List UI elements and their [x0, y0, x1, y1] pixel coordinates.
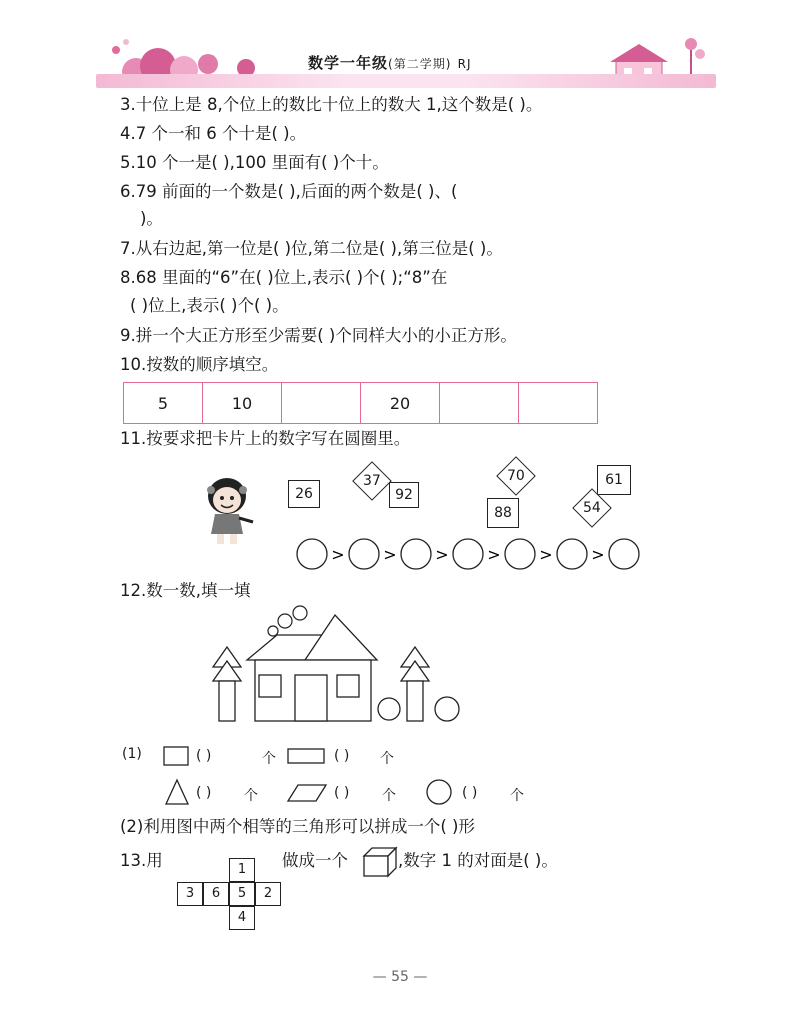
- question-10: 10.按数的顺序填空。: [120, 355, 279, 374]
- header-band: [96, 74, 716, 88]
- net-cell: 2: [255, 882, 281, 906]
- comparison-circles: [290, 534, 650, 574]
- triangle-count-blank[interactable]: ( ): [196, 785, 212, 801]
- question-13-prefix: 13.用: [120, 851, 163, 870]
- triangle-icon: [164, 778, 192, 806]
- rectangle-count-blank[interactable]: ( ): [334, 748, 350, 764]
- header-title: 数学一年级(第二学期) RJ: [308, 54, 472, 72]
- answer-circle: [297, 539, 327, 569]
- question-7: 7.从右边起,第一位是( )位,第二位是( ),第三位是( )。: [120, 239, 503, 258]
- sequence-cell[interactable]: 20: [361, 383, 440, 424]
- question-9: 9.拼一个大正方形至少需要( )个同样大小的小正方形。: [120, 326, 517, 345]
- sequence-table: [123, 382, 598, 424]
- sequence-cell[interactable]: [519, 383, 598, 424]
- question-8-line2: ( )位上,表示( )个( )。: [130, 296, 289, 315]
- net-cell: 6: [203, 882, 229, 906]
- count-unit: 个: [244, 788, 258, 804]
- question-5: 5.10 个一是( ),100 里面有( )个十。: [120, 153, 389, 172]
- cube-icon: [362, 846, 398, 878]
- number-card: 61: [597, 465, 631, 495]
- square-icon: [162, 745, 192, 767]
- greater-than-sign: >: [539, 545, 553, 564]
- net-cell: 3: [177, 882, 203, 906]
- sequence-cell[interactable]: 5: [124, 383, 203, 424]
- greater-than-sign: >: [383, 545, 397, 564]
- girl-illustration: [203, 474, 259, 548]
- question-3: 3.十位上是 8,个位上的数比十位上的数大 1,这个数是( )。: [120, 95, 543, 114]
- parallelogram-icon: [286, 782, 330, 804]
- count-unit: 个: [510, 788, 524, 804]
- net-cell: 4: [229, 906, 255, 930]
- question-6-line1: 6.79 前面的一个数是( ),后面的两个数是( )、(: [120, 182, 458, 201]
- answer-circle: [453, 539, 483, 569]
- page-header: [96, 34, 716, 92]
- house-shapes-figure: [205, 605, 465, 725]
- page-number: — 55 —: [372, 969, 428, 985]
- count-unit: 个: [382, 788, 396, 804]
- question-6-line2: )。: [140, 209, 163, 228]
- count-unit: 个: [380, 751, 394, 767]
- answer-circle: [505, 539, 535, 569]
- net-cell: 5: [229, 882, 255, 906]
- sequence-cell[interactable]: [282, 383, 361, 424]
- answer-circle: [401, 539, 431, 569]
- number-card: 37: [352, 461, 392, 501]
- question-12-part-2: (2)利用图中两个相等的三角形可以拼成一个( )形: [120, 817, 475, 836]
- question-13-middle: 做成一个: [282, 851, 348, 870]
- square-count-blank[interactable]: ( ): [196, 748, 212, 764]
- number-card: 88: [487, 498, 519, 528]
- question-13-suffix: ,数字 1 的对面是( )。: [398, 851, 558, 870]
- number-card: 70: [496, 456, 536, 496]
- sequence-cell[interactable]: [440, 383, 519, 424]
- answer-circle: [609, 539, 639, 569]
- answer-circle: [349, 539, 379, 569]
- greater-than-sign: >: [591, 545, 605, 564]
- number-card: 54: [572, 488, 612, 528]
- sequence-cell[interactable]: 10: [203, 383, 282, 424]
- circle-icon: [425, 777, 455, 807]
- answer-circle: [557, 539, 587, 569]
- question-11: 11.按要求把卡片上的数字写在圆圈里。: [120, 429, 411, 448]
- parallelogram-count-blank[interactable]: ( ): [334, 785, 350, 801]
- greater-than-sign: >: [435, 545, 449, 564]
- number-card: 92: [389, 482, 419, 508]
- greater-than-sign: >: [487, 545, 501, 564]
- question-4: 4.7 个一和 6 个十是( )。: [120, 124, 307, 143]
- rectangle-icon: [286, 745, 328, 767]
- question-12: 12.数一数,填一填: [120, 581, 251, 600]
- part-1-label: (1): [122, 746, 142, 762]
- net-cell: 1: [229, 858, 255, 882]
- greater-than-sign: >: [331, 545, 345, 564]
- question-8-line1: 8.68 里面的“6”在( )位上,表示( )个( );“8”在: [120, 268, 448, 287]
- circle-count-blank[interactable]: ( ): [462, 785, 478, 801]
- count-unit: 个: [262, 751, 276, 767]
- number-card: 26: [288, 480, 320, 508]
